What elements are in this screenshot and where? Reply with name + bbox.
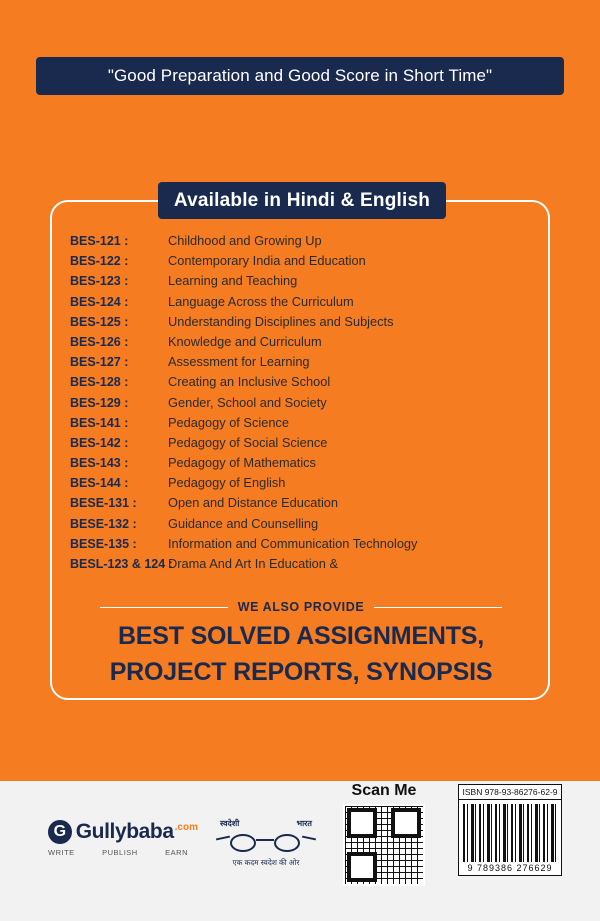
course-code: BES-124 : — [70, 294, 129, 309]
list-item — [70, 556, 540, 576]
spectacles-lens-right — [274, 834, 300, 852]
barcode-icon — [463, 804, 557, 862]
we-also-provide-line2: PROJECT REPORTS, SYNOPSIS — [109, 658, 493, 686]
tagline-banner — [36, 57, 564, 95]
course-title: Language Across the Curriculum — [168, 293, 354, 309]
logo-name: Gullybaba — [75, 820, 174, 843]
spectacles-icon — [216, 830, 316, 856]
course-code: BES-142 : — [70, 435, 129, 450]
spectacles-arm-right — [302, 836, 316, 841]
divider-left — [100, 607, 228, 608]
list-item — [70, 455, 540, 475]
emblem-label-right: भारत — [296, 819, 312, 828]
course-title: Pedagogy of Mathematics — [168, 455, 316, 471]
tagline-text: "Good Preparation and Good Score in Short Time" — [107, 66, 493, 85]
spectacles-lens-left — [230, 834, 256, 852]
course-title: Creating an Inclusive School — [168, 374, 331, 390]
qr-finder-bottom-left — [347, 852, 377, 882]
qr-code-icon[interactable] — [343, 804, 425, 886]
course-code: BESE-132 : — [70, 516, 137, 531]
list-item — [70, 536, 540, 556]
scan-me-block — [338, 782, 430, 886]
course-title: Pedagogy of English — [168, 475, 286, 491]
list-item — [70, 334, 540, 354]
list-item — [70, 415, 540, 435]
course-code: BESE-131 : — [70, 496, 137, 511]
course-code: BES-128 : — [70, 375, 129, 390]
list-item — [70, 233, 540, 253]
course-title: Gender, School and Society — [168, 394, 327, 410]
course-title: Information and Communication Technology — [168, 535, 418, 551]
swadeshi-emblem — [210, 818, 322, 868]
isbn-block — [458, 784, 562, 876]
logo-domain-suffix: .com — [174, 822, 198, 833]
logo-tagline-write: WRITE — [48, 848, 75, 857]
gullybaba-logo — [48, 820, 198, 857]
course-code: BESE-135 : — [70, 536, 137, 551]
course-code: BES-143 : — [70, 456, 129, 471]
course-title: Learning and Teaching — [168, 273, 298, 289]
emblem-subtitle: एक कदम स्वदेश की ओर — [232, 858, 300, 867]
course-code: BESL-123 & 124 : — [70, 557, 173, 571]
logo-tagline-publish: PUBLISH — [102, 848, 138, 857]
available-badge — [158, 182, 446, 219]
course-code: BES-129 : — [70, 395, 129, 410]
course-code: BES-127 : — [70, 355, 129, 370]
logo-taglines — [48, 848, 188, 857]
course-code: BES-123 : — [70, 274, 129, 289]
list-item — [70, 374, 540, 394]
list-item — [70, 495, 540, 515]
we-also-provide-header — [70, 600, 532, 614]
course-list — [70, 233, 540, 576]
list-item — [70, 273, 540, 293]
list-item — [70, 314, 540, 334]
spectacles-arm-left — [216, 836, 230, 841]
course-title: Pedagogy of Social Science — [168, 434, 328, 450]
course-title: Pedagogy of Science — [168, 414, 289, 430]
course-title: Knowledge and Curriculum — [168, 333, 322, 349]
course-title: Guidance and Counselling — [168, 515, 319, 531]
available-badge-text: Available in Hindi & English — [173, 189, 431, 211]
course-title: Understanding Disciplines and Subjects — [168, 313, 394, 329]
course-title: Childhood and Growing Up — [168, 233, 322, 248]
logo-tagline-earn: EARN — [165, 848, 188, 857]
list-item — [70, 294, 540, 314]
barcode-number: 9 789386 276629 — [467, 863, 553, 873]
course-code: BES-144 : — [70, 476, 129, 491]
list-item — [70, 516, 540, 536]
course-title: Contemporary India and Education — [168, 253, 366, 269]
logo-row — [48, 820, 198, 844]
scan-me-label: Scan Me — [351, 782, 417, 799]
list-item — [70, 435, 540, 455]
logo-mark-icon: G — [48, 820, 72, 844]
course-title: Assessment for Learning — [168, 354, 310, 370]
list-item — [70, 354, 540, 374]
list-item — [70, 475, 540, 495]
we-also-provide — [70, 600, 532, 686]
course-code: BES-121 : — [70, 234, 129, 248]
isbn-text: ISBN 978-93-86276-62-9 — [459, 787, 561, 800]
course-code: BES-122 : — [70, 254, 129, 269]
we-also-provide-line1: BEST SOLVED ASSIGNMENTS, — [117, 622, 485, 650]
course-code: BES-126 : — [70, 334, 129, 349]
divider-right — [374, 607, 502, 608]
list-item — [70, 395, 540, 415]
course-code: BES-141 : — [70, 415, 129, 430]
list-item — [70, 253, 540, 273]
spectacles-bridge — [256, 839, 274, 841]
emblem-label-left: स्वदेशी — [220, 819, 240, 828]
course-title: Drama And Art In Education & — [168, 556, 339, 571]
course-title: Open and Distance Education — [168, 495, 339, 511]
emblem-top-labels — [210, 818, 322, 829]
course-code: BES-125 : — [70, 314, 129, 329]
we-also-provide-label: WE ALSO PROVIDE — [237, 600, 365, 614]
